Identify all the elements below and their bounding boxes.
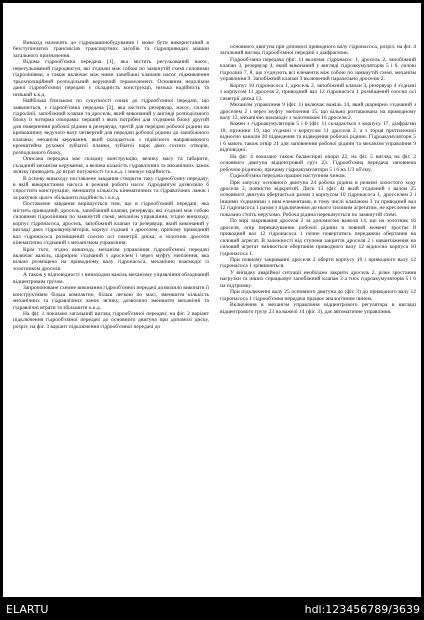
paragraph: Винахід належить до гідромашинобудування і може бути використаний в безступінчатих трансмісіях транспортних засобів та гідроприводах машин загального призначення. (13, 40, 209, 59)
paragraph: Описана передача має складну конструкцію, велику масу та габарити, складний механізм керування, а велика кількість гідравлічних та механічних ланок зв'язку приводить до втрат потужності та к.к.д. і знижує надійність. (13, 156, 209, 176)
paragraph: На фіг. 4 показано також балансирні опори 22, на фіг. 5 вигляд на фіг. 2 основного двигуна відцентровий груз 23. Гідрооб'ємна передача заповнена робочою рідиною, причому гідроакумулятори 5 і 6 на 1/3 об'єму. (220, 153, 416, 173)
paragraph: Крім того, згідно винаходу, механізм управління гідрооб'ємної передачі включає важіль, шарнірно з'єднаний з дроселем і через муфту зчеплення, яка вільно розміщена на приводному валу гідронасоса, механічно взаємодіє із золотником дроселя. (13, 246, 209, 272)
handle-identifier: hdl:123456789/3639 (304, 603, 420, 616)
paragraph: У випадку аварійної ситуації необхідно закрити дросель 2, різке зростання нагрузки та інших спрацьовує запобіжний клапан 3 а тиск гідроакумуляторів 5 і 6 на підтримку. (220, 269, 416, 289)
paragraph: Найбільш близькою по сукупності ознак до гідрооб'ємної передачі, що заявляється, є гідрооб'ємна передача [2], яка містить резервуар, насос, силові гідролінії, запобіжний клапан та дросель, який виконаний у вигляді розподільчого блоку із чотирма отворами: перший з яких потрібен для з'єднання блоку другий для повернення робочої рідини в резервуар, третій для передачі робочої рідини на кривошипну ведучого валу четвертий для передачі робочої рідини до запобіжного клапана; механізм керування, який складається з підвісного направляючого кронштейна рухомої зубчатої планки, зубчатої пари двох сосних отворів, розподільчого блоку. (13, 98, 209, 156)
repository-name: ELARTU (6, 603, 49, 616)
paragraph: основного двигуна при допомозі приводного валу гідронасоса, розріз; на фіг. 4 загальний вигляд гідрооб'ємної передачі з діафрагмою. (220, 44, 416, 57)
text-column-right (220, 44, 416, 315)
paragraph: По мірі закривання дроселя 2 за допомогою важеля 14, що на золотник 16 дроселя, опір перекачуванню робочої рідини в певний момент зростає й приводний вал 12 гідронасоса 1 почне повертатись передаючи обертання на силовий агрегат. В залежності від ступеня закриття дроселя 2 і навантаження на силовий агрегат змінюється обертання приводного валу 12 відносно корпуса 10 гідронасоса 1. (220, 218, 416, 257)
paragraph: Гідрооб'ємна передача (фіг. 1) включає гідронасос 1, дросель 2, запобіжний клапан 3, резервуар 4, який виконаний у вигляді гідроакумуляторів 5 і 6, силові гідролінії 7, 8, що з'єднують всі елементи між собою по замкнутій схемі, механізм управління 9. Запобіжний клапан 3 включений паралельно дроселю 2. (220, 56, 416, 83)
footer-bar (0, 598, 424, 620)
paragraph: В основу винаходу поставлене завдання створити таку гідрооб'ємну передачу, в якій використання насоса в режимі роботи насос гідродвигун дозволило б спростити конструкцію, зменшити кількість кінематичних та гідравлічних ланок і за рахунок цього збільшити надійність і к.к.д. (13, 175, 209, 201)
paragraph: На фіг. 1 показано загальний вигляд гідрооб'ємної передачі; на фіг. 2 варіант підключення гідрооб'ємної передачі до основного двигуна при допомозі диску, розріз; на фіг. 3 варіант підключення гідрооб'ємної передачі до (13, 311, 209, 330)
document-page (3, 3, 421, 597)
paragraph: Запропоноване схемне виконання гідрооб'ємної передачі дозволило виконати її конструктивно більш компактно, більш легкою по масі, зменшити кількість механічних та гідравлічних ланок зв'язку, дозволило зменшити механічні та гідравлічні втрати та збільшити к.к.д. (13, 285, 209, 311)
paragraph: При повному закриванні дроселя 2 оберти корпусу 10 і приводного валу 12 гідронасоса 1 зрівнюються. (220, 256, 416, 270)
text-column-left (13, 40, 209, 330)
paragraph: А також у відповідності з винаходом важіль механізму управління обладнаний відцентровим грузом. (13, 272, 209, 285)
paragraph: Механізм управління 9 (фіг. 1) включає важіль 14, який шарнірно з'єднаний з дроселем 2 і через муфту зчеплення 15, що вільно розташована на приводному валу 12, механічно взаємодіє з золотником 16 дроселя 2. (220, 102, 416, 121)
paragraph: Відома гідрооб'ємна передача [1], яка містить регульований насос, нерегульований гідродвигун, які з'єднані між собою по замкнутій схемі силовими гідролініями, а також включає між ними запобіжні клапани насос підживлення трьохпозиційний розподільний керуючий термоелемент. Основним недоліком даної гідрооб'ємної передачі є складність конструкції, низька надійність та низький к.к.д. (13, 59, 209, 98)
paragraph: При запуску основного двигуна 24 робоча рідина в режимі холостого ходу дроселя 2, повністю відкритий. Диск 13 (фіг. 4) який з'єднаний з валом 25 основного двигуна обертається разом з корпусом 10 гідронасоса 1, дросселем 2 і іншими з'єднаними з ним елементами, в тому числі клапаном 3 та приводний вал 12 гідронасоса 1 разом з підключеним до нього силовим агрегатом, не кресленні не показано стоїть нерухомо. Робоча рідина перекачується по замкнутій схемі. (220, 179, 416, 218)
paragraph: Поставлене завдання вирішується тим, що в гідрооб'ємній передачі, яка містить приводний, дросель, запобіжний клапан, резервуар, які з'єднані між собою силовими гідролініями по замкнутій схемі, механізм управління, згідно винаходу, корпус гідронасоса, дросель, запобіжний клапан та резервуар, який виконаний у вигляді двох гідроакумуляторів, корпус з'єднані з дроселем, причому приводний вал гідронасоса розміщений соосно осі симетрії диска, а золотник дроселя кінематично з'єднаний з механізмом управління. (13, 201, 209, 247)
paragraph: Включення в механізм управління відцентрового регулятора в вигляді відцентрового грузу 23 на важелі 14 (фіг. 3), дає автоматичне управління. (220, 302, 416, 315)
paragraph: Гідрооб'ємна передача працює наступним чином. (230, 173, 346, 180)
paragraph: Кожен з гідроакумуляторів 5 і 6 (фіг. 1) складається з корпусу 17, діафрагми 18, пружини 19, що з'єднані з корпусом 11 дроселя 2, а з торця протилежної відносно каналів 20 підведення та відведення робочої рідини. Гідроакумулятори 5 і 6 мають також отвір 21 для заповнення робочої рідини та механізм управління 9 відповідно. (220, 121, 416, 154)
paragraph: Корпус 10 гідронасоса 1, дросель 2, запобіжний клапан 3, резервуар 4 з'єднані з корпусом 11 дроселя 2, приводний вал 12 гідронасоса 1 розміщений соосно осі симетрії диска 13. (220, 82, 416, 102)
paragraph: При підключенні валу 25 основного двигуна до (фіг. 3) до приводного валу 12 гідронасоса 1 гідрооб'ємна передача працює аналогічним чином. (220, 289, 416, 302)
